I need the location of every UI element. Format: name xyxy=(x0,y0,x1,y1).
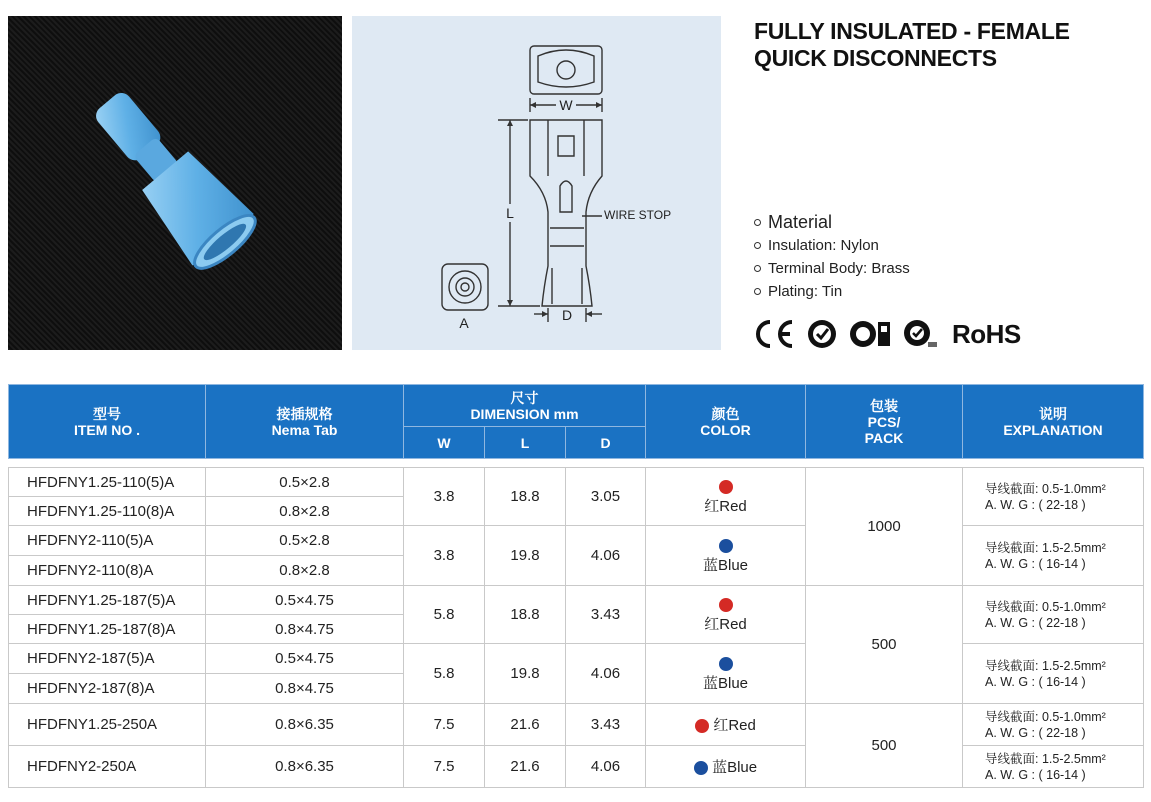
header-tab-en: Nema Tab xyxy=(271,421,338,438)
explanation-line-2: A. W. G : ( 22-18 ) xyxy=(985,615,1086,630)
rohs-mark: RoHS xyxy=(952,318,1021,349)
header-item-cn: 型号 xyxy=(93,405,121,422)
header-d: D xyxy=(566,427,646,459)
dim-w-cell: 5.8 xyxy=(404,644,485,704)
sgs-mark-icon xyxy=(902,318,938,350)
nema-tab-cell: 0.8×6.35 xyxy=(206,704,404,746)
explanation-line-2: A. W. G : ( 22-18 ) xyxy=(985,725,1086,740)
header-explanation xyxy=(963,385,1144,459)
table-row xyxy=(9,526,1144,556)
header-dim-cn: 尺寸 xyxy=(510,389,539,406)
bullet-icon xyxy=(754,288,761,295)
item-no-cell: HFDFNY1.25-187(5)A xyxy=(9,586,206,615)
dim-w-cell: 3.8 xyxy=(404,526,485,586)
nema-tab-cell: 0.5×2.8 xyxy=(206,526,404,556)
blue-dot-icon xyxy=(719,657,733,671)
header-tab-cn: 接插规格 xyxy=(276,405,333,422)
header-nema-tab xyxy=(206,385,404,459)
nema-tab-cell: 0.8×4.75 xyxy=(206,674,404,704)
color-label: 红Red xyxy=(704,497,747,515)
dim-l-label: L xyxy=(506,205,514,221)
header-color xyxy=(646,385,806,459)
material-item xyxy=(754,257,910,280)
dim-d-cell: 3.05 xyxy=(566,468,646,526)
color-label: 蓝Blue xyxy=(702,674,749,692)
header-w: W xyxy=(404,427,485,459)
material-item xyxy=(754,234,910,257)
color-label: 蓝Blue xyxy=(712,759,758,776)
explanation-cell xyxy=(963,586,1144,644)
color-label: 蓝Blue xyxy=(702,556,749,574)
explanation-line-1: 导线截面: 1.5-2.5mm² xyxy=(985,540,1106,555)
table-row xyxy=(9,704,1144,746)
item-no-cell: HFDFNY1.25-187(8)A xyxy=(9,615,206,644)
page-title xyxy=(754,18,1070,72)
item-no-cell: HFDFNY2-250A xyxy=(9,746,206,788)
dim-l-cell: 19.8 xyxy=(485,526,566,586)
header-pack-en1: PCS/ xyxy=(867,413,901,430)
explanation-line-2: A. W. G : ( 22-18 ) xyxy=(985,497,1086,512)
nema-tab-cell: 0.8×4.75 xyxy=(206,615,404,644)
dim-w-cell: 5.8 xyxy=(404,586,485,644)
nema-tab-cell: 0.5×2.8 xyxy=(206,468,404,497)
explanation-line-1: 导线截面: 0.5-1.0mm² xyxy=(985,709,1106,724)
header-color-en: COLOR xyxy=(700,421,751,438)
explanation-line-1: 导线截面: 0.5-1.0mm² xyxy=(985,599,1106,614)
material-heading-row xyxy=(754,210,910,234)
item-no-cell: HFDFNY2-110(8)A xyxy=(9,556,206,586)
wire-stop-label: WIRE STOP xyxy=(604,208,672,222)
color-cell xyxy=(646,704,806,746)
material-item-label: Terminal Body: Brass xyxy=(768,260,910,277)
item-no-cell: HFDFNY2-110(5)A xyxy=(9,526,206,556)
title-line-1: FULLY INSULATED - FEMALE xyxy=(754,18,1070,44)
pack-cell: 500 xyxy=(806,586,963,704)
explanation-line-2: A. W. G : ( 16-14 ) xyxy=(985,556,1086,571)
blue-dot-icon xyxy=(719,539,733,553)
dim-w-cell: 7.5 xyxy=(404,746,485,788)
dim-d-cell: 3.43 xyxy=(566,586,646,644)
table-row xyxy=(9,586,1144,615)
color-label: 红Red xyxy=(713,717,756,734)
table-row xyxy=(9,468,1144,497)
ccc-mark-icon xyxy=(848,318,892,350)
header-dimension xyxy=(404,385,646,427)
dim-w-label: W xyxy=(559,97,573,113)
dim-d-cell: 3.43 xyxy=(566,704,646,746)
color-label: 红Red xyxy=(704,615,747,633)
explanation-line-1: 导线截面: 1.5-2.5mm² xyxy=(985,658,1106,673)
dim-d-cell: 4.06 xyxy=(566,644,646,704)
nema-tab-cell: 0.5×4.75 xyxy=(206,644,404,674)
dim-a-label: A xyxy=(459,315,469,331)
pack-cell: 1000 xyxy=(806,468,963,586)
dim-d-cell: 4.06 xyxy=(566,526,646,586)
blue-dot-icon xyxy=(694,761,708,775)
item-no-cell: HFDFNY2-187(8)A xyxy=(9,674,206,704)
item-no-cell: HFDFNY1.25-250A xyxy=(9,704,206,746)
certification-marks xyxy=(752,316,1021,352)
dimension-drawing-svg xyxy=(352,16,721,350)
header-dim-en: DIMENSION mm xyxy=(470,405,579,422)
technical-drawing xyxy=(352,16,721,350)
red-dot-icon xyxy=(719,598,733,612)
bullet-icon xyxy=(754,219,761,226)
pack-cell: 500 xyxy=(806,704,963,788)
dim-l-cell: 19.8 xyxy=(485,644,566,704)
explanation-cell xyxy=(963,644,1144,704)
explanation-line-2: A. W. G : ( 16-14 ) xyxy=(985,674,1086,689)
dim-l-cell: 21.6 xyxy=(485,746,566,788)
nema-tab-cell: 0.8×2.8 xyxy=(206,556,404,586)
dim-d-label: D xyxy=(561,307,573,323)
bullet-icon xyxy=(754,265,761,272)
item-no-cell: HFDFNY1.25-110(8)A xyxy=(9,497,206,526)
item-no-cell: HFDFNY1.25-110(5)A xyxy=(9,468,206,497)
quality-seal-icon xyxy=(806,318,838,350)
header-pack-cn: 包装 xyxy=(870,397,898,414)
material-item xyxy=(754,280,910,303)
header-pack-en2: PACK xyxy=(864,429,904,446)
header-l: L xyxy=(485,427,566,459)
dim-l-cell: 18.8 xyxy=(485,468,566,526)
header-item-no xyxy=(9,385,206,459)
item-no-cell: HFDFNY2-187(5)A xyxy=(9,644,206,674)
table-row xyxy=(9,746,1144,788)
explanation-line-2: A. W. G : ( 16-14 ) xyxy=(985,767,1086,782)
header-expl-cn: 说明 xyxy=(1039,405,1067,422)
header-pack xyxy=(806,385,963,459)
material-item-label: Insulation: Nylon xyxy=(768,237,879,254)
table-row xyxy=(9,644,1144,674)
nema-tab-cell: 0.8×2.8 xyxy=(206,497,404,526)
dim-d-cell: 4.06 xyxy=(566,746,646,788)
color-cell xyxy=(646,468,806,526)
material-heading: Material xyxy=(768,211,833,232)
spec-table xyxy=(8,384,1144,788)
explanation-line-1: 导线截面: 1.5-2.5mm² xyxy=(985,751,1106,766)
material-item-label: Plating: Tin xyxy=(768,283,843,300)
nema-tab-cell: 0.8×6.35 xyxy=(206,746,404,788)
explanation-cell xyxy=(963,468,1144,526)
color-cell xyxy=(646,586,806,644)
title-line-2: QUICK DISCONNECTS xyxy=(754,45,997,71)
red-dot-icon xyxy=(719,480,733,494)
dim-w-cell: 3.8 xyxy=(404,468,485,526)
blue-terminal-image xyxy=(8,16,342,350)
explanation-cell xyxy=(963,526,1144,586)
table-body xyxy=(9,459,1144,788)
nema-tab-cell: 0.5×4.75 xyxy=(206,586,404,615)
explanation-line-1: 导线截面: 0.5-1.0mm² xyxy=(985,481,1106,496)
dim-l-cell: 21.6 xyxy=(485,704,566,746)
explanation-cell xyxy=(963,704,1144,746)
color-cell xyxy=(646,746,806,788)
ce-mark-icon xyxy=(752,318,796,350)
bullet-icon xyxy=(754,242,761,249)
dim-l-cell: 18.8 xyxy=(485,586,566,644)
product-photo xyxy=(8,16,342,350)
header-item-en: ITEM NO . xyxy=(73,421,141,438)
header-color-cn: 颜色 xyxy=(711,405,740,422)
material-list xyxy=(754,210,910,303)
table-header xyxy=(9,385,1144,459)
header-expl-en: EXPLANATION xyxy=(1003,421,1103,438)
dim-w-cell: 7.5 xyxy=(404,704,485,746)
explanation-cell xyxy=(963,746,1144,788)
color-cell xyxy=(646,526,806,586)
red-dot-icon xyxy=(695,719,709,733)
color-cell xyxy=(646,644,806,704)
